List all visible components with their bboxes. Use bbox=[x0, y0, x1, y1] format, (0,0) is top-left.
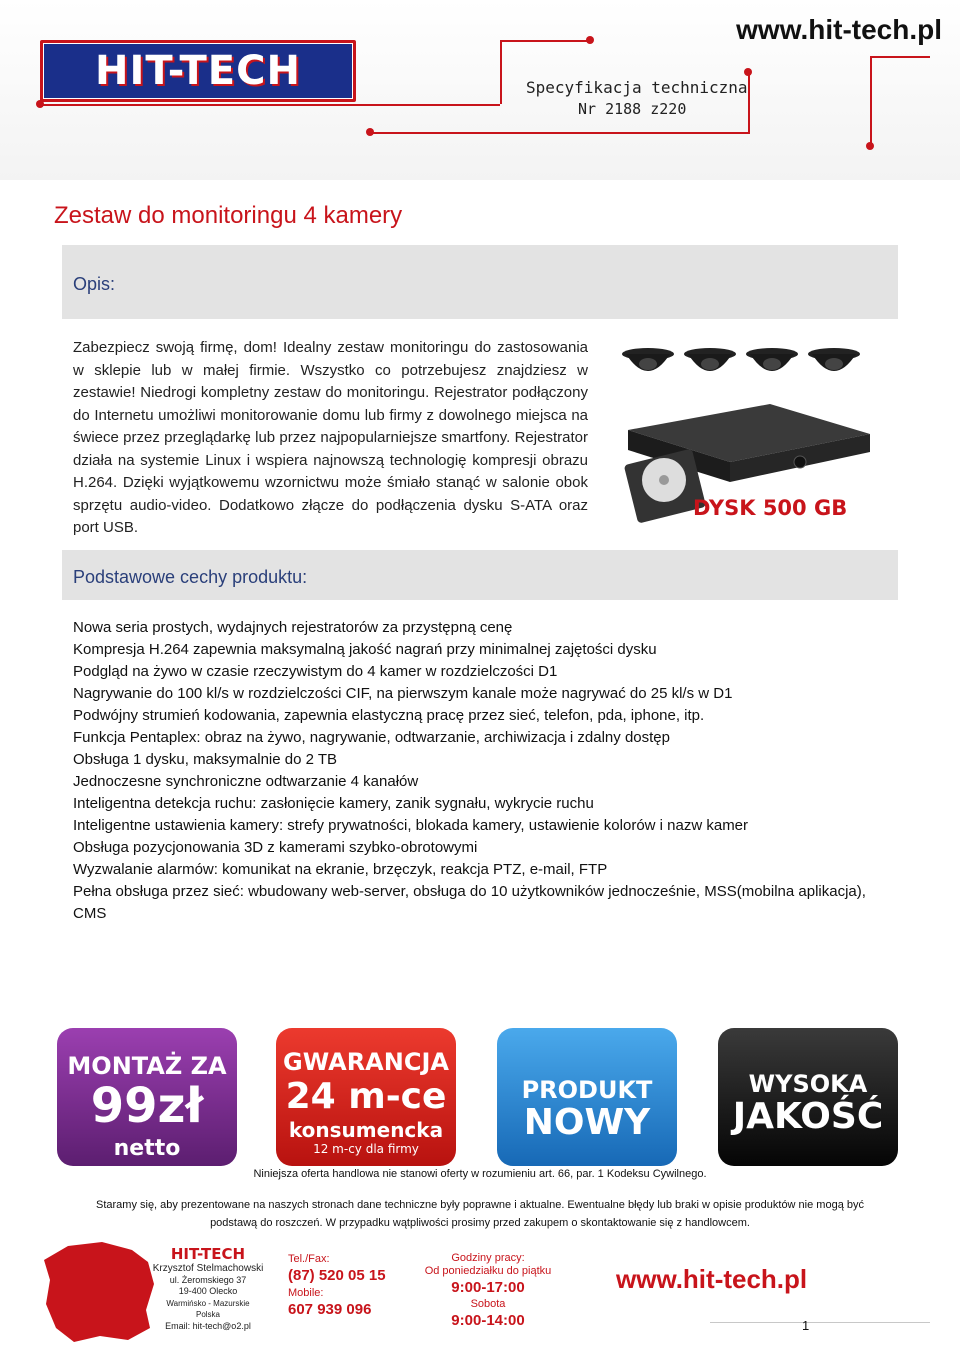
feature-item: Inteligentne ustawienia kamery: strefy prywatności, blokada kamery, ustawienie kolorów i nazw kamer bbox=[73, 817, 749, 834]
hours-saturday: 9:00-14:00 bbox=[451, 1312, 525, 1329]
feature-item: Pełna obsługa przez sieć: wbudowany web-server, obsługa do 10 użytkowników jednocześnie, MSS(mobilna aplikacja), CMS bbox=[73, 883, 866, 922]
dome-camera-icon bbox=[684, 348, 736, 371]
feature-item: Inteligentna detekcja ruchu: zasłonięcie kamery, zanik sygnału, wykrycie ruchu bbox=[73, 795, 594, 812]
feature-item: Jednoczesne synchroniczne odtwarzanie 4 kanałów bbox=[73, 773, 419, 790]
logo-decor-dot bbox=[36, 100, 44, 108]
features-heading: Podstawowe cechy produktu: bbox=[73, 567, 308, 587]
mobile-label: Mobile: bbox=[288, 1287, 324, 1299]
product-title: Zestaw do monitoringu 4 kamery bbox=[54, 202, 403, 229]
logo-text: HIT-TECH bbox=[95, 48, 301, 94]
hours-block bbox=[418, 1252, 558, 1331]
site-url-top[interactable]: www.hit-tech.pl bbox=[736, 14, 942, 45]
poland-map-icon bbox=[40, 1240, 160, 1346]
feature-item: Obsługa pozycjonowania 3D z kamerami szybko-obrotowymi bbox=[73, 839, 478, 856]
country: Polska bbox=[195, 1310, 220, 1319]
site-url-bottom[interactable]: www.hit-tech.pl bbox=[616, 1264, 808, 1294]
dome-camera-icon bbox=[746, 348, 798, 371]
hours-label: Godziny pracy: bbox=[451, 1252, 525, 1264]
logo-decor-vline bbox=[748, 72, 750, 134]
street: ul. Żeromskiego 37 bbox=[169, 1274, 247, 1285]
feature-item: Nagrywanie do 100 kl/s w rozdzielczości CIF, na pierwszym kanale może nagrywać do 25 kl/s w D1 bbox=[73, 685, 733, 702]
mobile-number[interactable]: 607 939 096 bbox=[288, 1301, 372, 1318]
feature-item: Wyzwalanie alarmów: komunikat na ekranie, brzęczyk, reakcja PTZ, e-mail, FTP bbox=[73, 861, 608, 878]
disclaimer-accuracy: Staramy się, aby prezentowane na naszych stronach dane techniczne były poprawne i aktualne. Ewentualne błędy lub braki w opisie produktów nie mogą być podstawą do roszczeń. W przypadku wątpliwości prosimy przed zakupem o skontaktowanie się z handlowcem. bbox=[95, 1199, 864, 1229]
feature-item: Obsługa 1 dysku, maksymalnie do 2 TB bbox=[73, 751, 338, 768]
feature-item: Podgląd na żywo w czasie rzeczywistym do 4 kamer w rozdzielczości D1 bbox=[73, 663, 558, 680]
badge-line: 24 m-ce bbox=[285, 1076, 447, 1117]
logo-decor-vline bbox=[500, 40, 502, 104]
tel-label: Tel./Fax: bbox=[288, 1253, 330, 1265]
disk-label: DYSK 500 GB bbox=[693, 496, 848, 520]
badge-produkt-nowy bbox=[497, 1028, 677, 1166]
badge-gwarancja bbox=[276, 1028, 456, 1166]
badge-line: WYSOKA bbox=[748, 1070, 868, 1098]
spec-title: Specyfikacja techniczna bbox=[526, 78, 748, 97]
dome-camera-icon bbox=[622, 348, 674, 371]
logo-decor-dot bbox=[744, 68, 752, 76]
hit-tech-logo bbox=[40, 40, 356, 102]
logo-decor-dot bbox=[586, 36, 594, 44]
opis-heading: Opis: bbox=[73, 274, 116, 294]
badge-line: NOWY bbox=[523, 1102, 651, 1143]
badge-line: JAKOŚĆ bbox=[732, 1096, 884, 1137]
hours-weekdays-label: Od poniedziałku do piątku bbox=[424, 1265, 552, 1277]
badge-line: netto bbox=[113, 1136, 181, 1161]
badge-line: konsumencka bbox=[288, 1118, 444, 1142]
tel-number[interactable]: (87) 520 05 15 bbox=[288, 1267, 386, 1284]
features-section-bar bbox=[62, 550, 898, 600]
logo-decor-dot bbox=[366, 128, 374, 136]
hours-weekdays: 9:00-17:00 bbox=[451, 1279, 525, 1296]
feature-item: Kompresja H.264 zapewnia maksymalną jakość nagrań przy minimalnej zajętości dysku bbox=[73, 641, 657, 658]
badge-line: MONTAŻ ZA bbox=[67, 1052, 227, 1080]
opis-section-bar bbox=[62, 245, 898, 319]
features-list bbox=[73, 617, 893, 925]
disclaimer-offer: Niniejsza oferta handlowa nie stanowi oferty w rozumieniu art. 66, par. 1 Kodeksu Cywilnego. bbox=[253, 1168, 707, 1180]
contact-block bbox=[146, 1245, 270, 1332]
phone-block bbox=[288, 1252, 386, 1320]
badge-line: GWARANCJA bbox=[283, 1048, 449, 1076]
page-number: 1 bbox=[802, 1318, 810, 1333]
logo-decor-line bbox=[500, 40, 590, 42]
logo-decor-line bbox=[870, 56, 930, 58]
owner-name: Krzysztof Stelmachowski bbox=[152, 1263, 264, 1274]
feature-item: Nowa seria prostych, wydajnych rejestratorów za przystępną cenę bbox=[73, 619, 513, 636]
region: Warmińsko - Mazurskie bbox=[166, 1298, 250, 1308]
feature-item: Podwójny strumień kodowania, zapewnia elastyczną pracę przez sieć, telefon, pda, iphone, itp. bbox=[73, 707, 705, 724]
logo-decor-line bbox=[370, 132, 750, 134]
spec-number: Nr 2188 z220 bbox=[578, 100, 687, 118]
logo-decor-line bbox=[40, 104, 500, 106]
badge-line: 12 m-cy dla firmy bbox=[313, 1142, 419, 1156]
logo-decor-dot bbox=[866, 142, 874, 150]
email-link[interactable]: Email: hit-tech@o2.pl bbox=[165, 1320, 251, 1331]
footer-decor-line bbox=[710, 1322, 930, 1323]
badge-montaz bbox=[57, 1028, 237, 1166]
logo-decor-vline bbox=[870, 56, 872, 146]
badge-wysoka-jakosc bbox=[718, 1028, 898, 1166]
saturday-label: Sobota bbox=[470, 1298, 506, 1310]
badge-line: 99zł bbox=[90, 1078, 204, 1134]
city: 19-400 Olecko bbox=[178, 1286, 238, 1296]
dome-camera-icon bbox=[808, 348, 860, 371]
badge-line: PRODUKT bbox=[521, 1076, 653, 1104]
product-description: Zabezpiecz swoją firmę, dom! Idealny zestaw monitoringu do zastosowania w sklepie lub w małej firmie. Wszystko co potrzebujesz znajdziesz w zestawie! Niedrogi kompletny zestaw do monitoringu. Rejestrator podłączony do Internetu umożliwi monitorowanie domu lub firmy z dowolnego miejsca na świece przez przeglądarkę lub przez najpopularniejsze smartfony. Rejestrator działa na systemie Linux i wspiera najnowszą technologię kompresji obrazu H.264. Dzięki wyjątkowemu wzornictwu może śmiało stanąć w salonie obok sprzętu audio-video. Dodatkowo złącze do podłączenia dysku S-ATA oraz port USB. bbox=[73, 339, 588, 536]
company-name: HIT-TECH bbox=[170, 1245, 246, 1263]
feature-item: Funkcja Pentaplex: obraz na żywo, nagrywanie, odtwarzanie, archiwizacja i zdalny dostęp bbox=[73, 729, 670, 746]
